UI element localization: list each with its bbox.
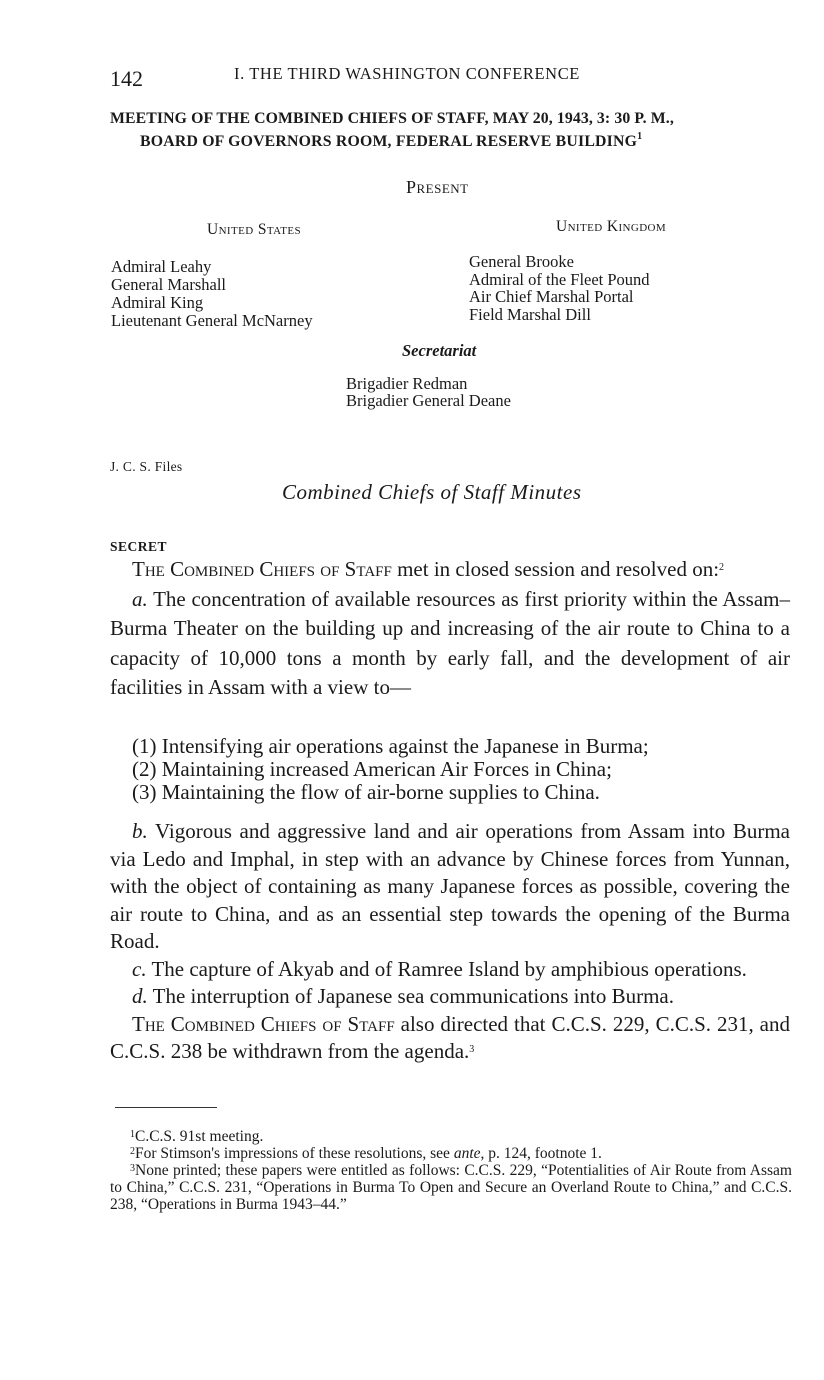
secretariat-member: Brigadier Redman bbox=[346, 374, 468, 393]
footnote-1-ref: 1 bbox=[130, 1129, 135, 1140]
closing-lead: The Combined Chiefs of Staff bbox=[132, 1011, 395, 1036]
us-members bbox=[111, 258, 313, 330]
resolution-c-text: The capture of Akyab and of Ramree Island by amphibious operations. bbox=[146, 956, 747, 981]
uk-members bbox=[469, 253, 650, 323]
intro-rest: met in closed session and resolved on: bbox=[391, 557, 720, 581]
files-label: J. C. S. Files bbox=[110, 459, 183, 474]
present-heading: Present bbox=[406, 177, 469, 197]
resolution-a-text: The concentration of available resources as first priority within the Assam–Burma Theater on the building up and increasing of the air route to China to a capacity of 10,000 tons a month by early fall, and the development of air facilities in Assam with a view to— bbox=[110, 586, 790, 699]
closing-rest: also directed that C.C.S. 229, C.C.S. 231, and C.C.S. 238 be withdrawn from the agenda. bbox=[110, 1011, 791, 1063]
secretariat-member: Brigadier General Deane bbox=[346, 391, 511, 410]
classification: SECRET bbox=[110, 539, 168, 554]
uk-heading: United Kingdom bbox=[556, 218, 667, 235]
footnote-divider bbox=[115, 1107, 217, 1108]
footnote-2-italic: ante bbox=[453, 1145, 481, 1162]
meeting-title-line-2-text: BOARD OF GOVERNORS ROOM, FEDERAL RESERVE BUILDING bbox=[140, 133, 638, 150]
footnote-2-ref: 2 bbox=[130, 1146, 135, 1157]
uk-member: Field Marshal Dill bbox=[469, 304, 591, 324]
footnote-ref-2: 2 bbox=[719, 562, 725, 573]
footnote-2 bbox=[110, 1145, 792, 1162]
minutes-title: Combined Chiefs of Staff Minutes bbox=[282, 480, 582, 504]
resolution-d bbox=[110, 983, 790, 1011]
resolution-a-list bbox=[132, 735, 649, 804]
intro-paragraph bbox=[110, 555, 790, 585]
list-item: (3) Maintaining the flow of air-borne supplies to China. bbox=[132, 780, 600, 804]
intro-lead: The Combined Chiefs of Staff bbox=[132, 557, 392, 581]
uk-member: General Brooke bbox=[469, 252, 574, 271]
list-item: (2) Maintaining increased American Air Forces in China; bbox=[132, 757, 612, 781]
footnote-2-text-a: For Stimson's impressions of these resolutions, see bbox=[135, 1145, 454, 1162]
uk-member: Admiral of the Fleet Pound bbox=[469, 269, 650, 289]
footnote-1-text: C.C.S. 91st meeting. bbox=[135, 1128, 264, 1145]
resolution-b-label: b. bbox=[132, 819, 148, 843]
us-member: Lieutenant General McNarney bbox=[111, 311, 313, 330]
footnote-ref-1: 1 bbox=[637, 131, 643, 142]
secretariat-heading: Secretariat bbox=[402, 341, 477, 360]
secretariat-members bbox=[346, 375, 511, 409]
resolutions-continued bbox=[110, 818, 790, 1066]
footnote-3 bbox=[110, 1162, 792, 1213]
us-member: Admiral King bbox=[111, 293, 204, 312]
resolution-c bbox=[110, 956, 790, 984]
us-member: Admiral Leahy bbox=[111, 257, 212, 276]
resolution-d-label: d. bbox=[132, 984, 148, 1008]
running-title: I. THE THIRD WASHINGTON CONFERENCE bbox=[234, 64, 580, 83]
resolution-c-label: c. bbox=[132, 956, 147, 981]
us-member: General Marshall bbox=[111, 275, 226, 294]
footnote-2-text-b: , p. 124, footnote 1. bbox=[480, 1145, 602, 1162]
resolution-d-text: The interruption of Japanese sea communications into Burma. bbox=[147, 984, 674, 1008]
footnotes bbox=[110, 1128, 792, 1213]
closing-paragraph bbox=[110, 1011, 790, 1066]
meeting-title-line-2 bbox=[140, 133, 642, 151]
footnote-1 bbox=[110, 1128, 792, 1145]
footnote-3-ref: 3 bbox=[130, 1163, 135, 1174]
resolution-a bbox=[110, 585, 790, 703]
uk-member: Air Chief Marshal Portal bbox=[469, 287, 634, 306]
resolution-a-label: a. bbox=[132, 586, 148, 611]
page-number: 142 bbox=[110, 66, 143, 91]
footnote-3-text: None printed; these papers were entitled as follows: C.C.S. 229, “Potentialities of Air Route from Assam to China,” C.C.S. 231, “Operations in Burma To Open and Secure an Overland Route to China,” and C.C.S. 238, “Operations in Burma 1943–44.” bbox=[110, 1162, 792, 1213]
us-heading: United States bbox=[207, 221, 301, 238]
footnote-ref-3: 3 bbox=[469, 1044, 475, 1055]
meeting-title-line-1: MEETING OF THE COMBINED CHIEFS OF STAFF, MAY 20, 1943, 3: 30 P. M., bbox=[110, 110, 674, 127]
resolution-b-text: Vigorous and aggressive land and air operations from Assam into Burma via Ledo and Imphal, in step with an advance by Chinese forces from Yunnan, with the object of containing as many Japanese forces as possible, covering the air route to China, and as an essential step towards the opening of the Burma Road. bbox=[110, 819, 790, 953]
resolution-b bbox=[110, 818, 790, 956]
resolutions-intro bbox=[110, 555, 790, 703]
list-item: (1) Intensifying air operations against the Japanese in Burma; bbox=[132, 734, 649, 758]
